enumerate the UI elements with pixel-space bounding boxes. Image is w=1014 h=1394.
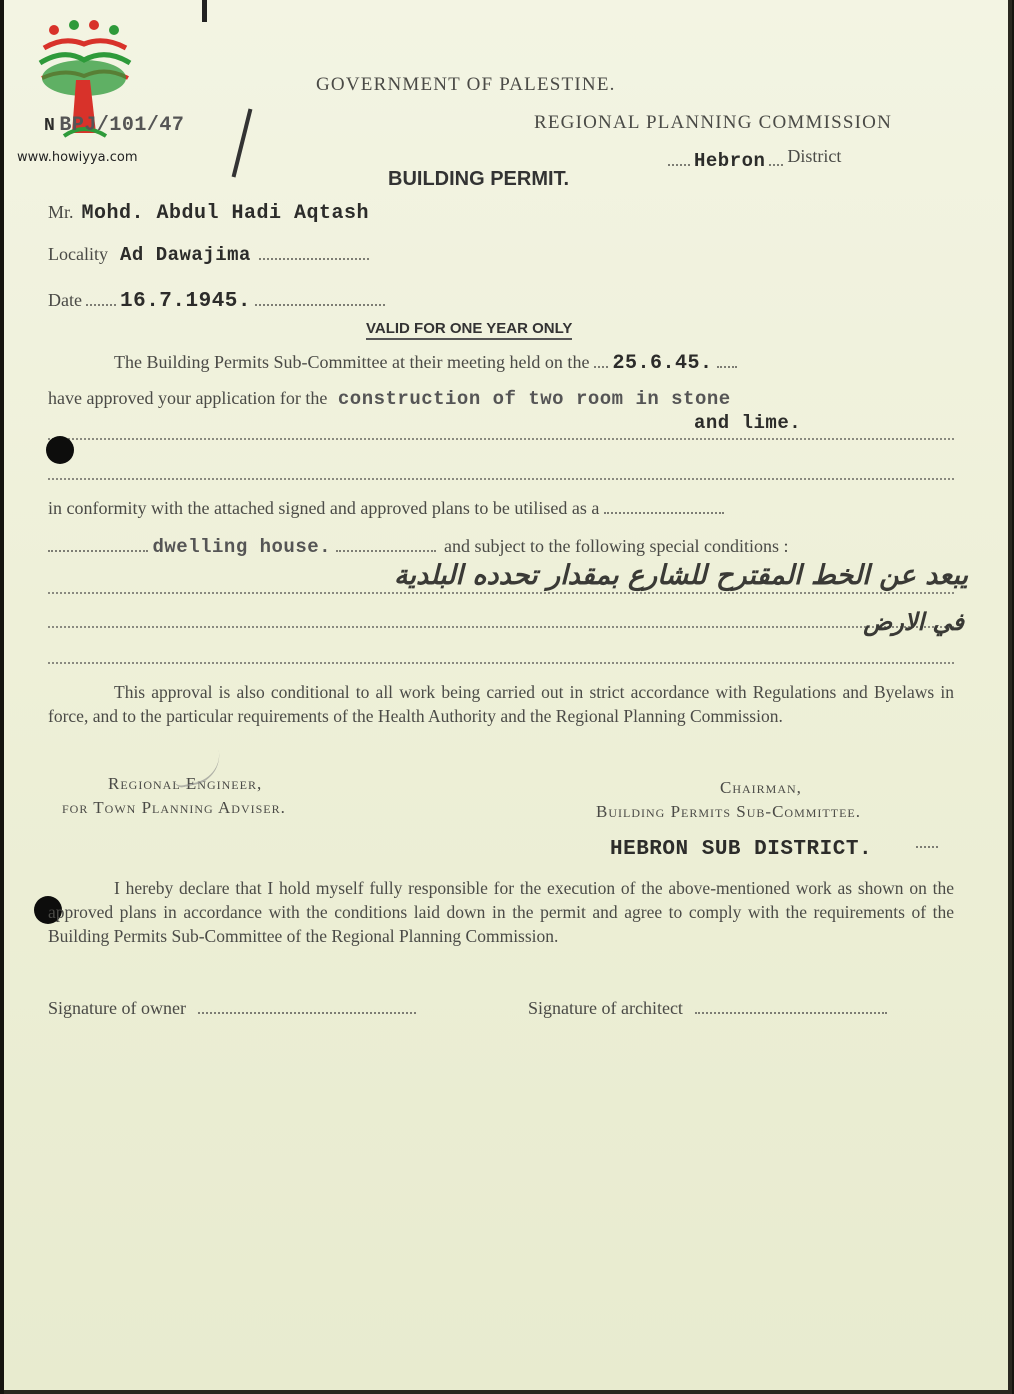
declaration-paragraph: I hereby declare that I hold myself fully responsible for the execution of the above-mentioned work as shown on the approved plans in accordance with the conditions laid down in the permit and agree to comply with the requirements of the Building Permits Sub-Committee of the Regional Planning Commission. (48, 878, 954, 946)
chairman-title: Chairman, (720, 778, 802, 797)
date-label: Date (48, 290, 82, 310)
sub-committee-title: Building Permits Sub-Committee. (596, 802, 861, 821)
commission-heading: REGIONAL PLANNING COMMISSION (534, 112, 893, 133)
handwritten-conditions-1: يبعد عن الخط المقترح للشارع بمقدار تحدده البلدية (394, 560, 968, 591)
application-line (48, 388, 731, 410)
meeting-text: The Building Permits Sub-Committee at their meeting held on the (114, 352, 590, 372)
usage-line (48, 536, 788, 558)
applicant-name: Mohd. Abdul Hadi Aqtash (81, 202, 370, 225)
conditions-text: and subject to the following special conditions : (444, 536, 789, 556)
application-text: have approved your application for the (48, 388, 328, 408)
locality-label: Locality (48, 244, 108, 264)
locality-row (48, 244, 369, 266)
watermark-site: www.howiyya.com (17, 150, 138, 165)
town-planning-adviser: for Town Planning Adviser. (62, 798, 286, 817)
subdistrict-stamp: HEBRON SUB DISTRICT. (610, 838, 873, 861)
meeting-date: 25.6.45. (612, 352, 713, 375)
file-number-prefix: N (44, 116, 56, 136)
architect-signature-field (528, 998, 887, 1019)
district-value: Hebron (694, 150, 766, 172)
meeting-line (114, 352, 737, 375)
conformity-text: in conformity with the attached signed and approved plans to be utilised as a (48, 498, 600, 518)
date-value: 16.7.1945. (119, 290, 252, 313)
owner-signature-field (48, 998, 416, 1019)
date-row (48, 290, 385, 313)
usage-value: dwelling house. (152, 536, 332, 558)
file-number-value: BPJ/101/47 (59, 114, 185, 137)
building-permit-document (4, 0, 1012, 1394)
ink-mark (202, 0, 207, 22)
mr-label: Mr. (48, 202, 74, 222)
applicant-row (48, 202, 369, 225)
handwritten-stroke (232, 109, 253, 178)
permit-title: BUILDING PERMIT. (388, 168, 570, 190)
conformity-line (48, 498, 724, 519)
punch-hole (46, 436, 74, 464)
validity-notice: VALID FOR ONE YEAR ONLY (366, 320, 572, 340)
handwritten-conditions-2: في الارض (863, 608, 964, 636)
owner-signature-label: Signature of owner (48, 998, 186, 1018)
government-heading: GOVERNMENT OF PALESTINE. (316, 74, 616, 95)
locality-value: Ad Dawajima (119, 244, 251, 266)
district-field (668, 146, 841, 172)
construction-line1: construction of two room in stone (337, 388, 731, 410)
district-label: District (787, 146, 842, 166)
approval-paragraph: This approval is also conditional to all work being carried out in strict accordance with Regulations and Byelaws in force, and to the particular requirements of the Health Authority and the Regional Planning Commission. (48, 682, 954, 726)
file-number (44, 114, 184, 137)
architect-signature-label: Signature of architect (528, 998, 683, 1018)
regional-engineer-title: Regional Engineer, (108, 774, 263, 793)
construction-line2: and lime. (694, 412, 802, 434)
